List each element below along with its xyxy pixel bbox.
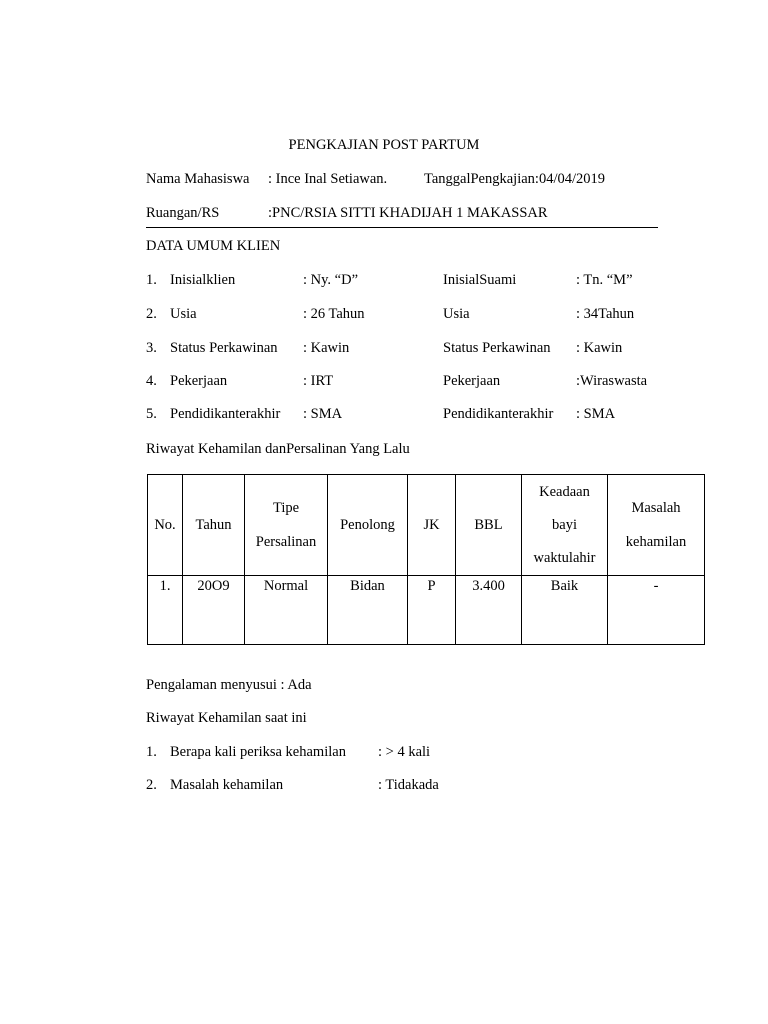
item-number: 2. bbox=[146, 306, 157, 322]
item-label-2: Usia bbox=[443, 306, 470, 322]
item-value-2: : Kawin bbox=[576, 340, 623, 356]
item-number: 4. bbox=[146, 373, 157, 389]
item-value: : Tidakada bbox=[378, 777, 439, 793]
cell-keadaan: Baik bbox=[522, 576, 608, 645]
item-label: Pendidikanterakhir bbox=[170, 406, 281, 422]
header-tipe-persalinan bbox=[245, 475, 328, 576]
item-value: : 26 Tahun bbox=[303, 306, 365, 322]
cell-masalah: - bbox=[608, 576, 705, 645]
table-row bbox=[148, 576, 705, 645]
item-value: : IRT bbox=[303, 373, 334, 389]
header-keadaan-line-1: Keadaan bbox=[539, 483, 590, 500]
header-keadaan-line-2: bayi bbox=[552, 516, 577, 533]
breastfeeding-experience: Pengalaman menyusui : Ada bbox=[146, 677, 312, 693]
general-heading: DATA UMUM KLIEN bbox=[146, 238, 281, 254]
item-value: : Kawin bbox=[303, 340, 350, 356]
header-masalah-line-1: Masalah bbox=[631, 500, 681, 516]
item-value-2: : SMA bbox=[576, 406, 616, 422]
cell-no: 1. bbox=[148, 576, 183, 645]
room-value: :PNC/RSIA SITTI KHADIJAH 1 MAKASSAR bbox=[268, 205, 548, 221]
divider bbox=[146, 227, 658, 228]
item-value-2: :Wiraswasta bbox=[576, 373, 648, 389]
item-label-2: Pendidikanterakhir bbox=[443, 406, 554, 422]
cell-jk: P bbox=[408, 576, 456, 645]
item-label: Usia bbox=[170, 306, 197, 322]
item-value-2: : Tn. “M” bbox=[576, 272, 633, 288]
item-label-2: Pekerjaan bbox=[443, 373, 501, 389]
history-heading: Riwayat Kehamilan danPersalinan Yang Lalu bbox=[146, 441, 410, 457]
header-tipe-line-2: Persalinan bbox=[255, 534, 317, 550]
header-tipe-line-1: Tipe bbox=[272, 500, 300, 516]
item-value-2: : 34Tahun bbox=[576, 306, 635, 322]
header-penolong: Penolong bbox=[328, 475, 408, 576]
cell-tahun: 20O9 bbox=[183, 576, 245, 645]
item-number: 5. bbox=[146, 406, 157, 422]
item-number: 1. bbox=[146, 744, 157, 760]
header-masalah-line-2: kehamilan bbox=[625, 534, 687, 550]
item-number: 1. bbox=[146, 272, 157, 288]
assessment-date: TanggalPengkajian:04/04/2019 bbox=[424, 171, 606, 187]
current-heading: Riwayat Kehamilan saat ini bbox=[146, 710, 307, 726]
item-label: Berapa kali periksa kehamilan bbox=[170, 744, 346, 760]
header-bbl: BBL bbox=[456, 475, 522, 576]
item-label: Status Perkawinan bbox=[170, 340, 278, 356]
student-value: : Ince Inal Setiawan. bbox=[268, 171, 388, 187]
item-label: Pekerjaan bbox=[170, 373, 228, 389]
item-label-2: InisialSuami bbox=[443, 272, 517, 288]
page-title: PENGKAJIAN POST PARTUM bbox=[288, 137, 480, 153]
item-number: 2. bbox=[146, 777, 157, 793]
item-value: : > 4 kali bbox=[378, 744, 431, 760]
header-jk: JK bbox=[408, 475, 456, 576]
pregnancy-history-table bbox=[147, 474, 705, 645]
table-header-row bbox=[148, 475, 705, 576]
cell-penolong: Bidan bbox=[328, 576, 408, 645]
header-tahun: Tahun bbox=[183, 475, 245, 576]
cell-tipe: Normal bbox=[245, 576, 328, 645]
item-value: : Ny. “D” bbox=[303, 272, 359, 288]
item-label-2: Status Perkawinan bbox=[443, 340, 551, 356]
item-label: Inisialklien bbox=[170, 272, 236, 288]
header-no: No. bbox=[148, 475, 183, 576]
cell-bbl: 3.400 bbox=[456, 576, 522, 645]
student-label: Nama Mahasiswa bbox=[146, 171, 250, 187]
header-keadaan-line-3: waktulahir bbox=[533, 549, 596, 566]
header-masalah-kehamilan bbox=[608, 475, 705, 576]
header-keadaan-bayi bbox=[522, 475, 608, 576]
item-number: 3. bbox=[146, 340, 157, 356]
item-label: Masalah kehamilan bbox=[170, 777, 284, 793]
item-value: : SMA bbox=[303, 406, 343, 422]
room-label: Ruangan/RS bbox=[146, 205, 220, 221]
